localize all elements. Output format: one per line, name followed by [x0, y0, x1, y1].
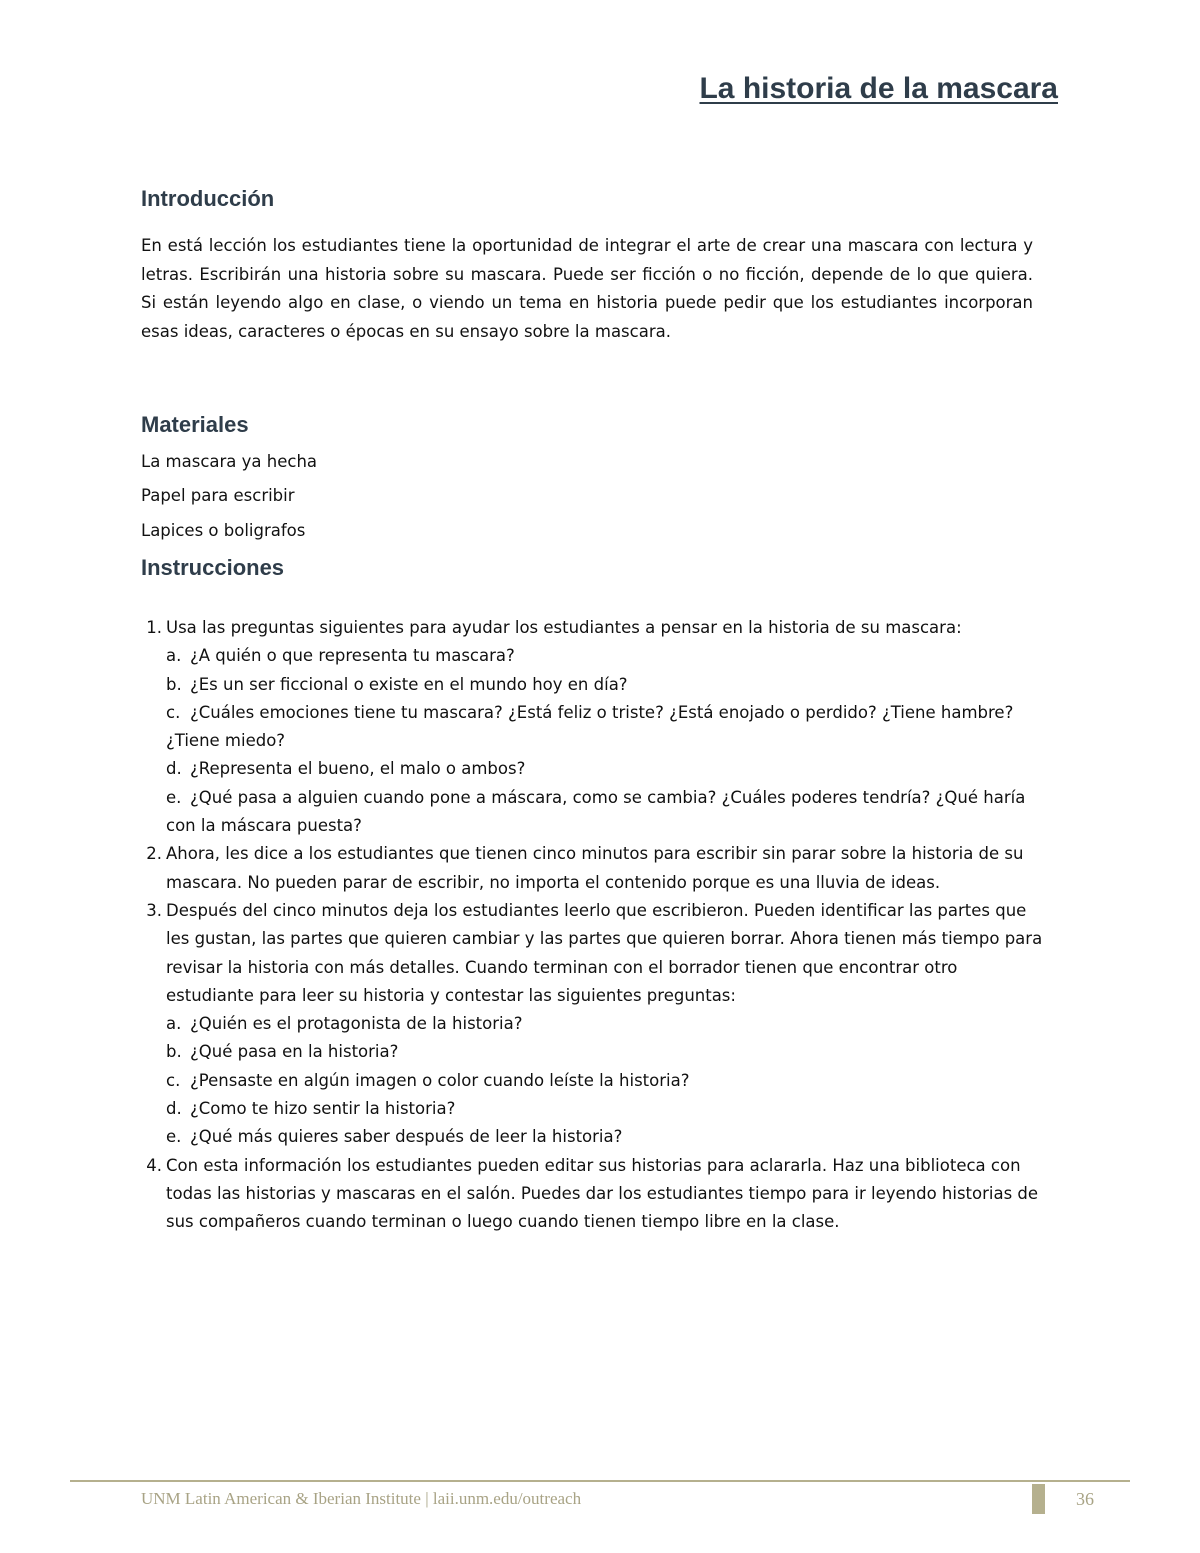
question-text: ¿Pensaste en algún imagen o color cuando leíste la historia? — [190, 1070, 690, 1090]
question-item — [166, 671, 1046, 699]
step-text: Ahora, les dice a los estudiantes que tienen cinco minutos para escribir sin parar sobre la historia de su mascara. No pueden parar de escribir, no importa el contenido porque es una lluvia de ideas. — [166, 844, 1024, 892]
question-item — [166, 642, 1046, 670]
material-item: La mascara ya hecha — [141, 452, 318, 471]
introduction-heading: Introducción — [141, 186, 275, 211]
step-number: 2. — [146, 844, 162, 864]
material-item: Papel para escribir — [141, 486, 295, 505]
question-item — [166, 1038, 1046, 1066]
question-text: ¿Como te hizo sentir la historia? — [190, 1099, 456, 1119]
question-text: ¿Cuáles emociones tiene tu mascara? ¿Está feliz o triste? ¿Está enojado o perdido? ¿Tiene hambre? ¿Tiene miedo? — [166, 702, 1014, 751]
question-letter: d. — [166, 759, 182, 779]
question-letter: d. — [166, 1099, 182, 1119]
question-letter: c. — [166, 1070, 181, 1090]
material-item: Lapices o boligrafos — [141, 521, 306, 540]
question-item — [166, 1010, 1046, 1038]
question-letter: c. — [166, 702, 181, 722]
materials-heading: Materiales — [141, 412, 249, 437]
question-text: ¿Representa el bueno, el malo o ambos? — [190, 759, 526, 779]
footer-accent-bar — [1032, 1484, 1045, 1514]
page-number: 36 — [1076, 1489, 1094, 1509]
question-letter: b. — [166, 674, 182, 694]
question-item — [166, 1095, 1046, 1123]
question-letter: b. — [166, 1042, 182, 1062]
question-item — [166, 784, 1046, 841]
footer-divider — [70, 1480, 1130, 1482]
question-letter: a. — [166, 1014, 182, 1034]
step-text: Después del cinco minutos deja los estudiantes leerlo que escribieron. Pueden identificar las partes que les gustan, las partes que quieren cambiar y las partes que quieren borrar. Ahora tienen más tiempo para revisar la historia con más detalles. Cuando terminan con el borrador tienen que encontrar otro estudiante para leer su historia y contestar las siguientes preguntas: — [166, 900, 1043, 1005]
instructions-heading: Instrucciones — [141, 555, 285, 580]
question-text: ¿Qué pasa en la historia? — [190, 1042, 399, 1062]
step-number: 4. — [146, 1155, 162, 1175]
question-letter: e. — [166, 1127, 182, 1147]
question-letter: e. — [166, 787, 182, 807]
footer-text: UNM Latin American & Iberian Institute | laii.unm.edu/outreach — [141, 1489, 582, 1508]
step-text: Usa las preguntas siguientes para ayudar los estudiantes a pensar en la historia de su mascara: — [166, 618, 962, 637]
question-text: ¿Es un ser ficcional o existe en el mundo hoy en día? — [190, 674, 628, 694]
instruction-step — [146, 840, 1046, 897]
question-list — [166, 1010, 1046, 1151]
question-text: ¿A quién o que representa tu mascara? — [190, 646, 515, 666]
question-list — [166, 642, 1046, 840]
step-number: 1. — [146, 618, 162, 637]
instruction-step — [146, 1152, 1046, 1237]
instruction-step — [146, 897, 1046, 1152]
step-text: Con esta información los estudiantes pueden editar sus historias para aclararla. Haz una biblioteca con todas las historias y mascaras en el salón. Puedes dar los estudiantes tiempo para ir leyendo historias de sus compañeros cuando terminan o luego cuando tienen tiempo libre en la clase. — [166, 1155, 1039, 1232]
question-item — [166, 1123, 1046, 1151]
question-text: ¿Qué pasa a alguien cuando pone a máscara, como se cambia? ¿Cuáles poderes tendría? ¿Qué haría con la máscara puesta? — [166, 787, 1026, 836]
page-title: La historia de la mascara — [699, 72, 1058, 105]
question-item — [166, 1067, 1046, 1095]
instruction-step — [146, 614, 1046, 840]
introduction-text: En está lección los estudiantes tiene la oportunidad de integrar el arte de crear una mascara con lectura y letras. Escribirán una historia sobre su mascara. Puede ser ficción o no ficción, depende de lo que quiera. Si están leyendo algo en clase, o viendo un tema en historia puede pedir que los estudiantes incorporan esas ideas, caracteres o épocas en su ensayo sobre la mascara. — [141, 236, 1033, 341]
question-text: ¿Quién es el protagonista de la historia? — [190, 1014, 523, 1034]
question-item — [166, 699, 1046, 756]
question-text: ¿Qué más quieres saber después de leer la historia? — [190, 1127, 623, 1147]
question-item — [166, 755, 1046, 783]
question-letter: a. — [166, 646, 182, 666]
step-number: 3. — [146, 900, 162, 920]
instructions-list — [146, 614, 1046, 1237]
